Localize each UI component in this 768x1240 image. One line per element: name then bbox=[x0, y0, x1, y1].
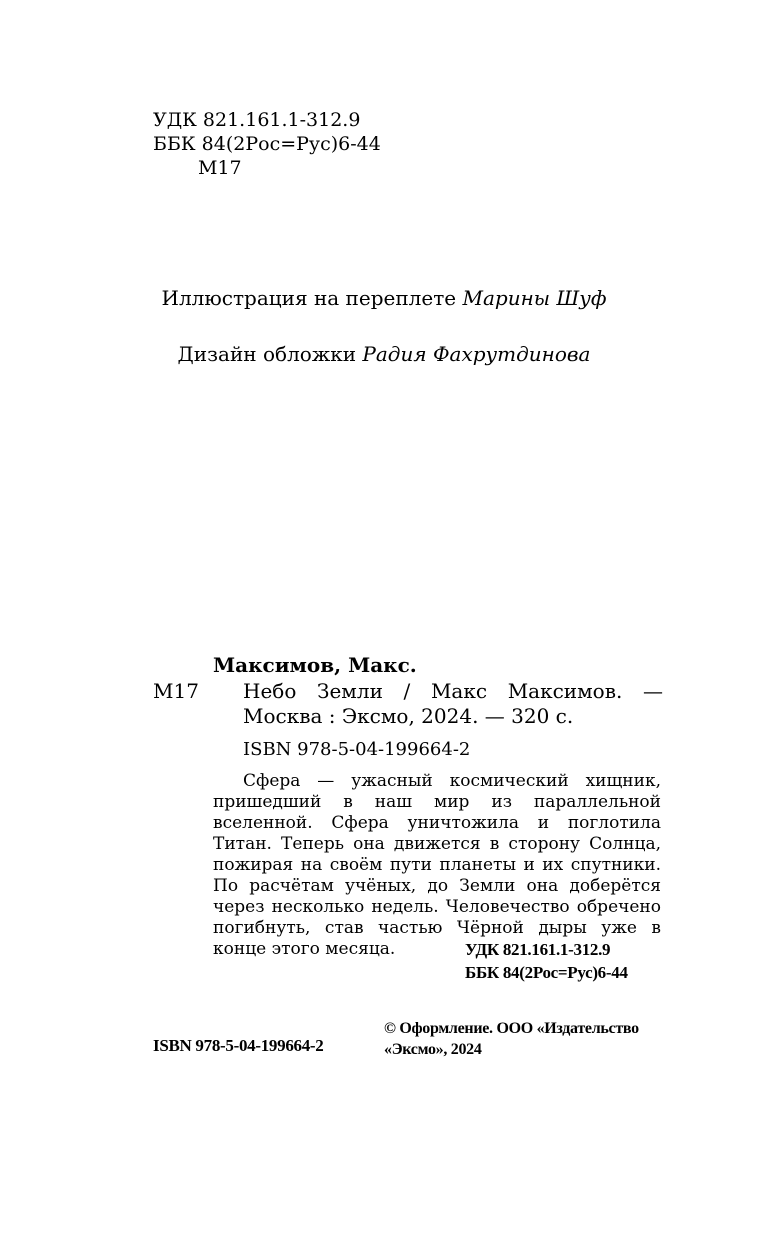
footer-isbn: ISBN 978-5-04-199664-2 bbox=[153, 1036, 324, 1055]
bbk-code: ББК 84(2Рос=Рус)6-44 bbox=[153, 133, 381, 155]
author-mark: М17 bbox=[198, 157, 242, 179]
record-author-mark: М17 bbox=[153, 679, 199, 703]
record-udk: УДК 821.161.1-312.9 bbox=[465, 940, 611, 959]
record-isbn: ISBN 978-5-04-199664-2 bbox=[243, 739, 471, 760]
illustrator-name: Марины Шуф bbox=[462, 286, 607, 310]
record-abstract: Сфера — ужасный космический хищник, пришедший в наш мир из параллельной вселенной. Сфера уничтожила и поглотила Титан. Теперь она движется в сторону Солнца, пожирая на своём пути планеты и их спутники. По расчётам учёных, до Земли она доберётся через несколько недель. Человечество обречено погибнуть, став частью Чёрной дыры уже в конце этого месяца. bbox=[213, 771, 661, 959]
classification-block bbox=[153, 108, 381, 180]
illustration-label: Иллюстрация на переплете bbox=[161, 286, 457, 310]
record-description: Небо Земли / Макс Максимов. — Москва : Эксмо, 2024. — 320 с. bbox=[243, 679, 663, 728]
designer-name: Радия Фахрутдинова bbox=[362, 342, 591, 366]
record-author: Максимов, Макс. bbox=[213, 653, 417, 677]
illustration-credit bbox=[0, 286, 768, 310]
record-codes bbox=[465, 938, 628, 984]
footer-copyright: © Оформление. ООО «Издательство «Эксмо», 2024 bbox=[384, 1020, 639, 1058]
design-label: Дизайн обложки bbox=[177, 342, 357, 366]
design-credit bbox=[0, 342, 768, 366]
udk-code: УДК 821.161.1-312.9 bbox=[153, 109, 361, 131]
record-bbk: ББК 84(2Рос=Рус)6-44 bbox=[465, 963, 628, 982]
